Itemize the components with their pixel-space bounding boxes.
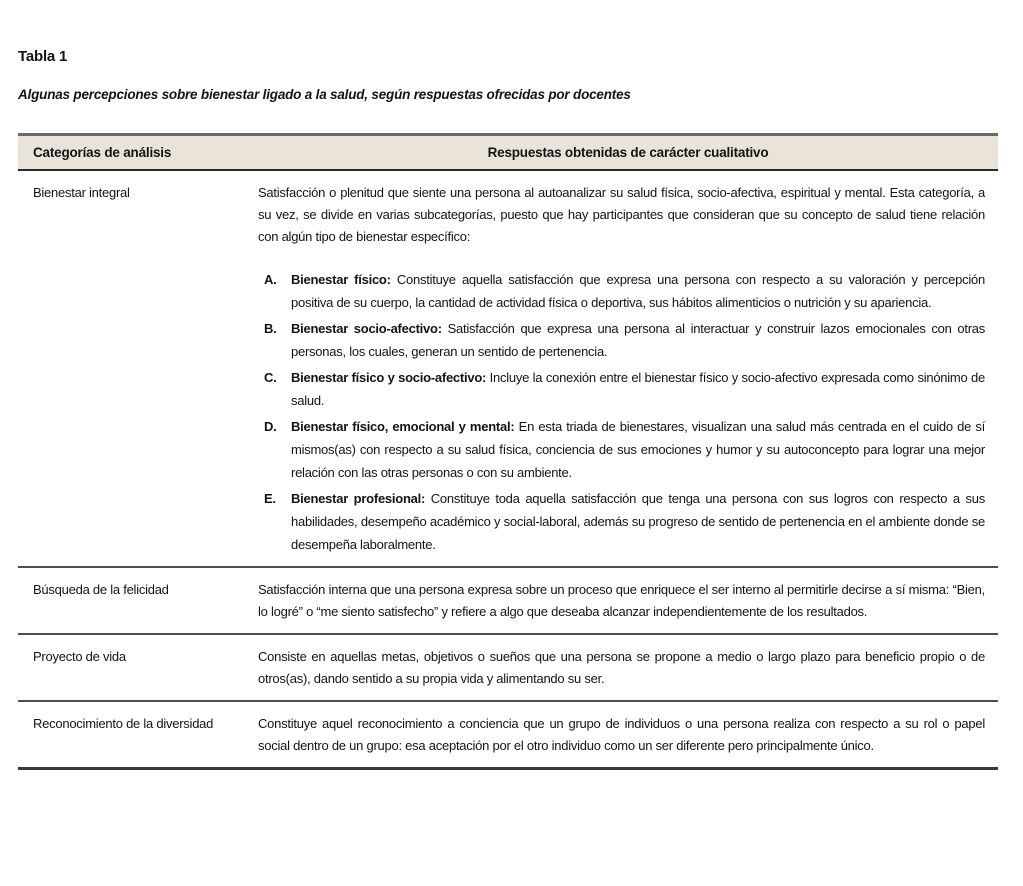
response-cell <box>258 568 998 633</box>
list-item-text: Bienestar físico: Constituye aquella satisfacción que expresa una persona con respecto a su valoración y percepción positiva de su cuerpo, la cantidad de actividad física o deportiva, sus hábitos alimenticios o nutrición y su apariencia. <box>291 272 985 310</box>
table-body <box>18 171 998 767</box>
table-row <box>18 171 998 566</box>
table-row <box>18 700 998 767</box>
response-cell <box>258 635 998 700</box>
list-item-marker: A. <box>264 272 277 287</box>
table-header-row <box>18 136 998 171</box>
list-item-marker: C. <box>264 370 277 385</box>
list-item-label: Bienestar físico y socio-afectivo: <box>291 370 487 385</box>
paper-sheet <box>18 0 998 770</box>
list-item <box>264 366 985 412</box>
table-caption: Algunas percepciones sobre bienestar ligado a la salud, según respuestas ofrecidas por docentes <box>18 87 631 102</box>
table-row <box>18 633 998 700</box>
response-paragraph: Consiste en aquellas metas, objetivos o sueños que una persona se propone a medio o largo plazo para beneficio propio o de otros(as), dando sentido a su propia vida y alimentando su ser. <box>258 649 985 686</box>
category-cell: Reconocimiento de la diversidad <box>33 716 214 731</box>
response-paragraph: Satisfacción o plenitud que siente una persona al autoanalizar su salud física, socio-afectiva, espiritual y mental. Esta categoría, a su vez, se divide en varias subcategorías, puesto que hay participantes que consideran que su concepto de salud tiene relación con algún tipo de bienestar específico: <box>258 185 985 244</box>
response-paragraph: Satisfacción interna que una persona expresa sobre un proceso que enriquece el ser interno al permitirle decirse a sí misma: “Bien, lo logré” o “me siento satisfecho” y refiere a algo que deseaba alcanzar independientemente de los resultados. <box>258 582 985 619</box>
list-item-label: Bienestar físico: <box>291 272 391 287</box>
category-cell: Búsqueda de la felicidad <box>33 582 169 597</box>
list-item-label: Bienestar físico, emocional y mental: <box>291 419 515 434</box>
list-item <box>264 487 985 556</box>
category-cell: Proyecto de vida <box>33 649 126 664</box>
list-item <box>264 268 985 314</box>
list-item-text: Bienestar socio-afectivo: Satisfacción que expresa una persona al interactuar y construir lazos emocionales con otras personas, los cuales, generan un sentido de pertenencia. <box>291 321 985 359</box>
list-item-text: Bienestar profesional: Constituye toda aquella satisfacción que tenga una persona con sus logros con respecto a sus habilidades, desempeño académico y social-laboral, además su progreso de sentido de pertenencia en el ambiente donde se desempeña laboralmente. <box>291 491 985 552</box>
response-list <box>258 268 985 556</box>
category-cell: Bienestar integral <box>33 185 130 200</box>
list-item <box>264 415 985 484</box>
header-responses: Respuestas obtenidas de carácter cualitativo <box>487 145 769 160</box>
list-item-marker: D. <box>264 419 277 434</box>
list-item-marker: E. <box>264 491 276 506</box>
list-item-marker: B. <box>264 321 277 336</box>
header-categories: Categorías de análisis <box>33 145 172 160</box>
table-row <box>18 566 998 633</box>
list-item-label: Bienestar profesional: <box>291 491 426 506</box>
analysis-table <box>18 133 998 770</box>
response-cell <box>258 171 998 566</box>
list-item-text: Bienestar físico, emocional y mental: En esta triada de bienestares, visualizan una salud más centrada en el cuido de sí mismos(as) con respecto a su salud física, conciencia de sus emociones y humor y su autoconcepto para lograr una mejor relación con las otras personas o con su ambiente. <box>291 419 985 480</box>
response-cell <box>258 702 998 767</box>
list-item <box>264 317 985 363</box>
response-paragraph: Constituye aquel reconocimiento a conciencia que un grupo de individuos o una persona realiza con respecto a su rol o papel social dentro de un grupo: esa aceptación por el otro individuo como un ser diferente pero principalmente único. <box>258 716 985 753</box>
list-item-text: Bienestar físico y socio-afectivo: Incluye la conexión entre el bienestar físico y socio-afectivo expresada como sinónimo de salud. <box>291 370 985 408</box>
table-label: Tabla 1 <box>18 48 68 65</box>
list-item-label: Bienestar socio-afectivo: <box>291 321 442 336</box>
